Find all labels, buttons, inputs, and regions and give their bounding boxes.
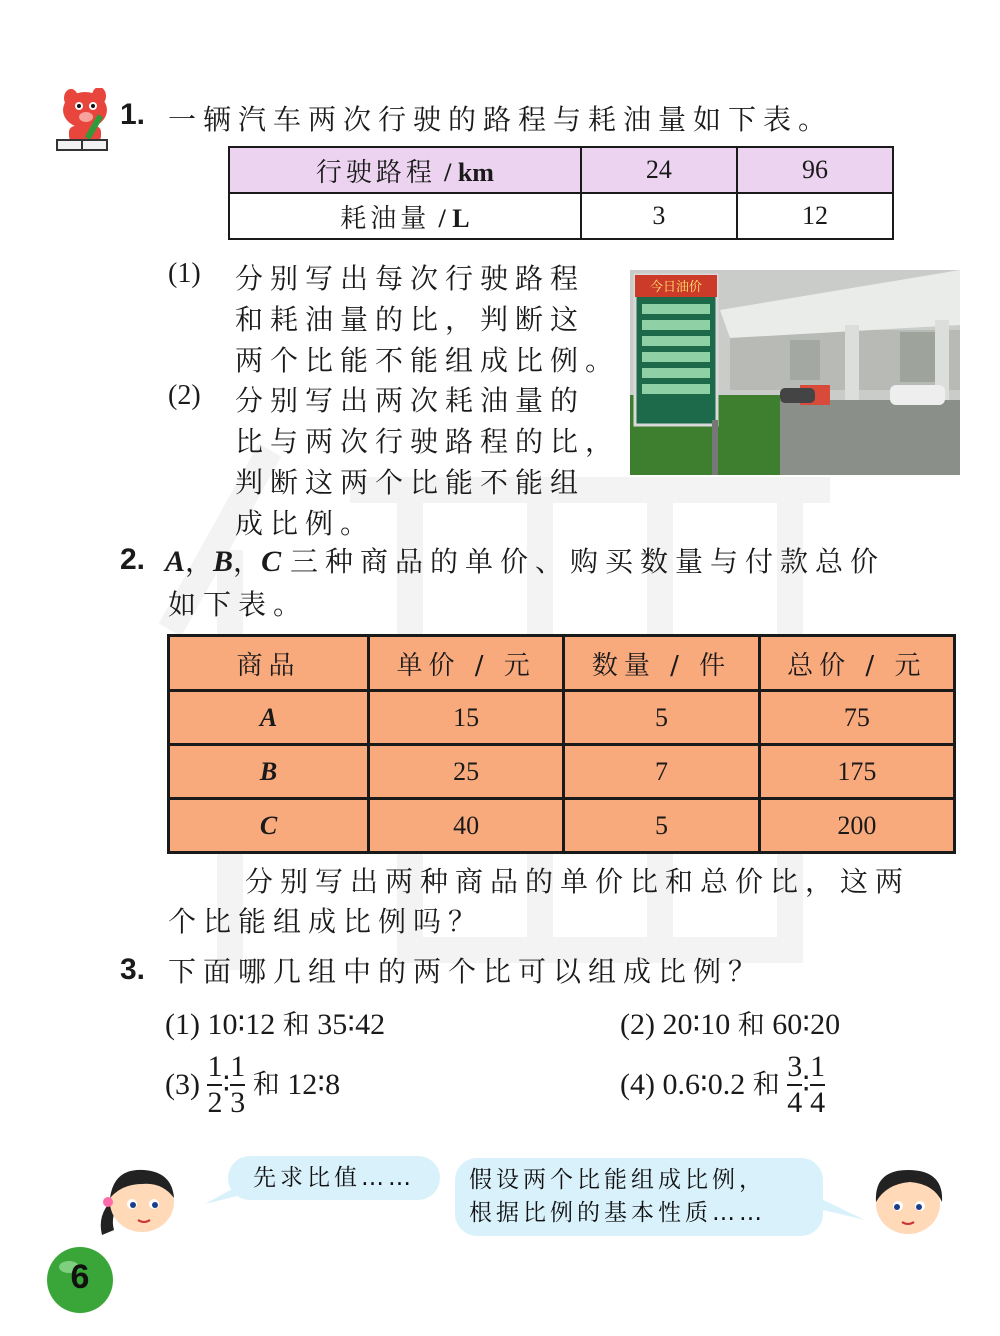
and-word: 和	[752, 1069, 780, 1101]
q3-item4-num: (4)	[620, 1068, 655, 1101]
q1-sub2-line: 比与两次行驶路程的比，	[235, 425, 621, 458]
speech-bubble-right-tail	[815, 1196, 865, 1222]
ratio-term: 20	[662, 1008, 693, 1041]
q2-cell-name: B	[169, 745, 369, 799]
q2-header-cell: 数量 / 件	[564, 636, 759, 691]
fraction-numerator: 1	[810, 1050, 826, 1083]
q2-line2: 如下表。	[168, 588, 309, 621]
table-header-row	[169, 636, 955, 691]
q1-sub1-line: 分别写出每次行驶路程	[235, 262, 586, 295]
q3-item1	[165, 1003, 385, 1042]
ratio-colon: ∶	[237, 1008, 246, 1041]
q2-table	[167, 634, 956, 854]
q2-cell-name: A	[169, 691, 369, 745]
table-row	[169, 799, 955, 853]
q1-text: 一辆汽车两次行驶的路程与耗油量如下表。	[168, 103, 834, 136]
q1-row2-value: 3	[581, 193, 737, 239]
fraction-numerator: 1	[230, 1050, 246, 1083]
q2-var-b: B	[213, 545, 234, 578]
and-word: 和	[737, 1010, 765, 1041]
fraction-denominator: 3	[230, 1086, 246, 1119]
q1-sub1-line: 两个比能不能组成比例。	[235, 344, 621, 377]
q2-cell-name: C	[169, 799, 369, 853]
fraction	[810, 1052, 825, 1118]
ratio-colon: ∶	[699, 1068, 708, 1101]
q1-row1-value: 96	[737, 147, 893, 193]
q1-sub1-number: (1)	[168, 258, 201, 289]
q1-sub2-line: 分别写出两次耗油量的	[235, 384, 586, 417]
fraction	[787, 1052, 802, 1118]
q2-cell-qty: 5	[564, 799, 759, 853]
ratio-colon: ∶	[347, 1008, 356, 1041]
q1-sub2-line: 成比例。	[235, 507, 376, 540]
girl-character-icon	[92, 1160, 182, 1240]
speech-bubble-right-line: 根据比例的基本性质……	[469, 1200, 766, 1226]
ratio-term: 12	[245, 1008, 276, 1041]
table-row	[229, 193, 893, 239]
q1-sub1-line: 和耗油量的比，判断这	[235, 303, 586, 336]
q2-question-line2: 个比能组成比例吗？	[168, 905, 484, 938]
q1-row2-label-cell	[229, 193, 581, 239]
table-row	[229, 147, 893, 193]
q2-cell-qty: 5	[564, 691, 759, 745]
fraction-numerator: 3	[787, 1050, 803, 1083]
q1-number: 1.	[120, 98, 146, 131]
ratio-colon: ∶	[802, 1008, 811, 1041]
speech-bubble-left-tail	[205, 1182, 245, 1206]
q2-header-cell: 总价 / 元	[759, 636, 954, 691]
q3-number: 3.	[120, 953, 146, 986]
q2-line1-text: 三种商品的单价、购买数量与付款总价	[289, 545, 885, 578]
q2-cell-price: 15	[369, 691, 564, 745]
q3-item2-num: (2)	[620, 1008, 655, 1041]
q1-row1-value: 24	[581, 147, 737, 193]
ratio-colon: ∶	[222, 1068, 231, 1101]
fraction-numerator: 1	[207, 1050, 223, 1083]
q3-item3-num: (3)	[165, 1068, 200, 1101]
q1-row2-unit: / L	[438, 203, 470, 233]
ratio-term: 60	[772, 1008, 803, 1041]
q3-text: 下面哪几组中的两个比可以组成比例？	[168, 955, 764, 988]
fraction-denominator: 2	[207, 1086, 223, 1119]
q3-item2	[620, 1003, 840, 1042]
speech-bubble-right-line: 假设两个比能组成比例，	[469, 1167, 766, 1193]
q2-header-cell: 单价 / 元	[369, 636, 564, 691]
speech-bubble-left-text: 先求比值……	[253, 1165, 415, 1191]
q2-header-cell: 商品	[169, 636, 369, 691]
fraction	[230, 1052, 245, 1118]
q1-row2-label: 耗油量	[340, 203, 431, 234]
q3-item3	[165, 1052, 340, 1118]
q2-question-line1: 分别写出两种商品的单价比和总价比，这两	[245, 865, 911, 898]
ratio-term: 10	[700, 1008, 731, 1041]
q3-item1-num: (1)	[165, 1008, 200, 1041]
ratio-term: 0.2	[707, 1068, 746, 1101]
q2-cell-price: 40	[369, 799, 564, 853]
ratio-colon: ∶	[692, 1008, 701, 1041]
page-number: 6	[70, 1258, 90, 1296]
ratio-term: 10	[207, 1008, 238, 1041]
q2-number: 2.	[120, 543, 146, 576]
q2-cell-price: 25	[369, 745, 564, 799]
q2-line1: A，B，C 三种商品的单价、购买数量与付款总价	[165, 545, 885, 578]
fraction-denominator: 4	[810, 1086, 826, 1119]
speech-bubble-left	[228, 1156, 440, 1200]
q2-var-c: C	[261, 545, 282, 578]
q1-row1-label-cell	[229, 147, 581, 193]
q1-row1-unit: / km	[444, 157, 494, 187]
ratio-term: 35	[317, 1008, 348, 1041]
q1-sub1-text	[235, 258, 620, 381]
pig-mascot-icon	[55, 88, 117, 154]
ratio-term: 8	[325, 1068, 341, 1101]
fraction-denominator: 4	[787, 1086, 803, 1119]
ratio-colon: ∶	[802, 1068, 811, 1101]
q1-sub2-text	[235, 380, 620, 544]
q2-cell-total: 75	[759, 691, 954, 745]
q1-sub2-line: 判断这两个比能不能组	[235, 466, 586, 499]
table-row	[169, 691, 955, 745]
and-word: 和	[252, 1069, 280, 1101]
q1-row1-label: 行驶路程	[315, 157, 436, 188]
and-word: 和	[282, 1010, 310, 1041]
q2-cell-total: 175	[759, 745, 954, 799]
q2-cell-qty: 7	[564, 745, 759, 799]
ratio-term: 12	[287, 1068, 318, 1101]
ratio-colon: ∶	[317, 1068, 326, 1101]
fraction	[207, 1052, 222, 1118]
boy-character-icon	[866, 1162, 952, 1242]
q1-sub2-number: (2)	[168, 380, 201, 411]
gas-station-photo	[630, 270, 960, 475]
ratio-term: 0.6	[662, 1068, 700, 1101]
ratio-term: 20	[810, 1008, 841, 1041]
photo-sign-text: 今日油价	[649, 280, 703, 295]
ratio-term: 42	[355, 1008, 386, 1041]
table-row	[169, 745, 955, 799]
q2-cell-total: 200	[759, 799, 954, 853]
q2-var-a: A	[165, 545, 186, 578]
speech-bubble-right	[455, 1158, 823, 1236]
q3-item4	[620, 1052, 825, 1118]
q1-table	[228, 146, 894, 240]
q1-row2-value: 12	[737, 193, 893, 239]
